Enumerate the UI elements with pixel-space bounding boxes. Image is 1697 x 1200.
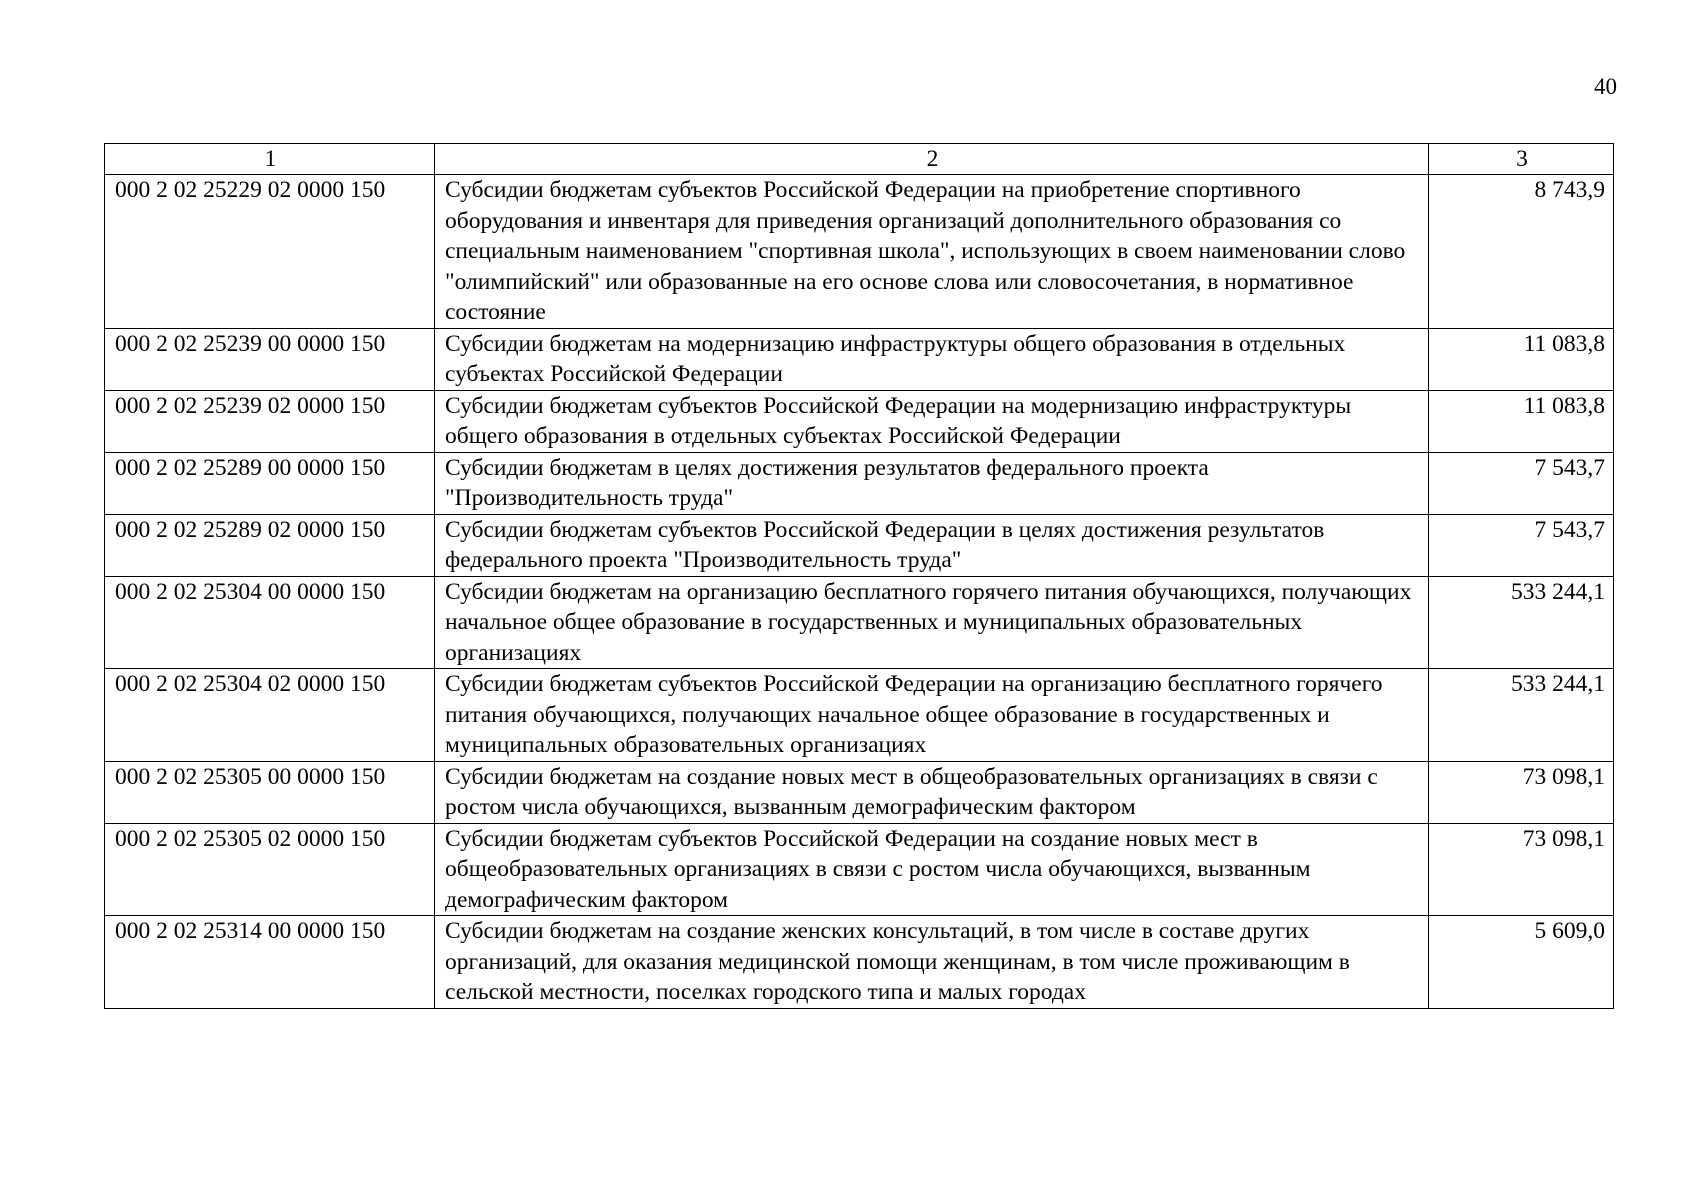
budget-description: Субсидии бюджетам субъектов Российской Федерации на приобретение спортивного оборудования и инвентаря для приведения организаций дополнительного образования со специальным наименованием "спортивная школа", использующих в своем наименовании слово "олимпийский" или образованные на его основе слова или словосочетания, в нормативное состояние xyxy=(435,175,1429,329)
budget-code: 000 2 02 25305 02 0000 150 xyxy=(105,823,435,916)
budget-amount: 73 098,1 xyxy=(1429,823,1614,916)
budget-amount: 7 543,7 xyxy=(1429,514,1614,576)
budget-amount: 533 244,1 xyxy=(1429,576,1614,669)
budget-code: 000 2 02 25304 00 0000 150 xyxy=(105,576,435,669)
table-row xyxy=(105,328,1614,390)
budget-code: 000 2 02 25229 02 0000 150 xyxy=(105,175,435,329)
budget-code: 000 2 02 25314 00 0000 150 xyxy=(105,916,435,1009)
budget-code: 000 2 02 25239 00 0000 150 xyxy=(105,328,435,390)
budget-amount: 5 609,0 xyxy=(1429,916,1614,1009)
budget-code: 000 2 02 25239 02 0000 150 xyxy=(105,390,435,452)
budget-code: 000 2 02 25289 02 0000 150 xyxy=(105,514,435,576)
budget-description: Субсидии бюджетам в целях достижения результатов федерального проекта "Производительность труда" xyxy=(435,452,1429,514)
budget-amount: 533 244,1 xyxy=(1429,669,1614,762)
page-number: 40 xyxy=(1594,74,1617,99)
budget-description: Субсидии бюджетам на модернизацию инфраструктуры общего образования в отдельных субъектах Российской Федерации xyxy=(435,328,1429,390)
column-header-3: 3 xyxy=(1429,144,1614,175)
budget-amount: 8 743,9 xyxy=(1429,175,1614,329)
budget-description: Субсидии бюджетам субъектов Российской Федерации на организацию бесплатного горячего питания обучающихся, получающих начальное общее образование в государственных и муниципальных образовательных организациях xyxy=(435,669,1429,762)
budget-code: 000 2 02 25289 00 0000 150 xyxy=(105,452,435,514)
budget-description: Субсидии бюджетам на создание новых мест в общеобразовательных организациях в связи с ростом числа обучающихся, вызванным демографическим фактором xyxy=(435,761,1429,823)
budget-amount: 7 543,7 xyxy=(1429,452,1614,514)
budget-description: Субсидии бюджетам субъектов Российской Федерации в целях достижения результатов федерального проекта "Производительность труда" xyxy=(435,514,1429,576)
table-row xyxy=(105,390,1614,452)
table-row xyxy=(105,916,1614,1009)
budget-description: Субсидии бюджетам субъектов Российской Федерации на создание новых мест в общеобразовательных организациях в связи с ростом числа обучающихся, вызванным демографическим фактором xyxy=(435,823,1429,916)
budget-code: 000 2 02 25304 02 0000 150 xyxy=(105,669,435,762)
table-row xyxy=(105,175,1614,329)
budget-table xyxy=(104,143,1614,1009)
budget-amount: 11 083,8 xyxy=(1429,328,1614,390)
budget-description: Субсидии бюджетам на создание женских консультаций, в том числе в составе других организаций, для оказания медицинской помощи женщинам, в том числе проживающим в сельской местности, поселках городского типа и малых городах xyxy=(435,916,1429,1009)
table-row xyxy=(105,452,1614,514)
table-row xyxy=(105,669,1614,762)
column-header-2: 2 xyxy=(435,144,1429,175)
table-row xyxy=(105,823,1614,916)
table-row xyxy=(105,514,1614,576)
budget-amount: 11 083,8 xyxy=(1429,390,1614,452)
table-header-row xyxy=(105,144,1614,175)
budget-description: Субсидии бюджетам субъектов Российской Федерации на модернизацию инфраструктуры общего образования в отдельных субъектах Российской Федерации xyxy=(435,390,1429,452)
budget-code: 000 2 02 25305 00 0000 150 xyxy=(105,761,435,823)
budget-amount: 73 098,1 xyxy=(1429,761,1614,823)
budget-description: Субсидии бюджетам на организацию бесплатного горячего питания обучающихся, получающих начальное общее образование в государственных и муниципальных образовательных организациях xyxy=(435,576,1429,669)
table-row xyxy=(105,761,1614,823)
column-header-1: 1 xyxy=(105,144,435,175)
table-row xyxy=(105,576,1614,669)
